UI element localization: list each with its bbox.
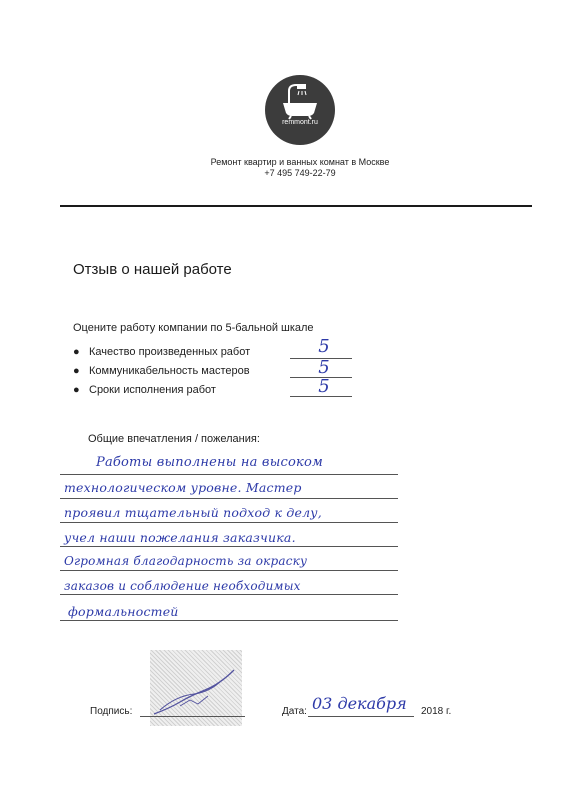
date-line	[308, 716, 414, 717]
signature-line	[140, 716, 245, 717]
writing-line	[60, 594, 398, 595]
rating-prompt: Оцените работу компании по 5-бальной шкале	[73, 322, 314, 334]
bullet-icon: ●	[73, 365, 80, 377]
signature-stamp	[150, 650, 242, 726]
signature-scribble	[150, 650, 242, 726]
impression-line: заказов и соблюдение необходимых	[64, 579, 301, 593]
signature-label: Подпись:	[90, 706, 133, 717]
logo-text: remmont.ru	[282, 119, 318, 126]
criterion-label: Коммуникабельность мастеров	[89, 365, 250, 377]
year-suffix: 2018 г.	[421, 706, 452, 717]
score-value: 5	[318, 376, 330, 397]
impressions-label: Общие впечатления / пожелания:	[88, 433, 260, 445]
score-value: 5	[318, 357, 330, 378]
writing-line	[60, 620, 398, 621]
impression-line: проявил тщательный подход к делу,	[64, 505, 322, 520]
company-logo	[265, 75, 335, 145]
writing-line	[60, 498, 398, 499]
form-title: Отзыв о нашей работе	[73, 261, 232, 278]
bullet-icon: ●	[73, 346, 80, 358]
impression-line: Работы выполнены на высоком	[96, 455, 323, 470]
company-tagline: Ремонт квартир и ванных комнат в Москве	[210, 157, 390, 167]
criterion-quality	[73, 346, 250, 358]
writing-line	[60, 474, 398, 475]
score-value: 5	[318, 336, 330, 357]
date-label: Дата:	[282, 706, 307, 717]
impression-line: Огромная благодарность за окраску	[64, 554, 308, 568]
criterion-communication	[73, 365, 250, 377]
writing-line	[60, 546, 398, 547]
writing-line	[60, 522, 398, 523]
criterion-label: Качество произведенных работ	[89, 346, 251, 358]
impression-line: формальностей	[68, 604, 179, 619]
writing-line	[60, 570, 398, 571]
criterion-timing	[73, 384, 216, 396]
bullet-icon: ●	[73, 384, 80, 396]
impression-line: технологическом уровне. Мастер	[64, 480, 302, 495]
impression-line: учел наши пожелания заказчика.	[64, 530, 296, 545]
criterion-label: Сроки исполнения работ	[89, 384, 216, 396]
company-phone: +7 495 749-22-79	[264, 168, 336, 178]
header-divider	[60, 205, 532, 207]
date-value: 03 декабря	[312, 694, 407, 713]
bathtub-shower-icon	[265, 75, 335, 145]
